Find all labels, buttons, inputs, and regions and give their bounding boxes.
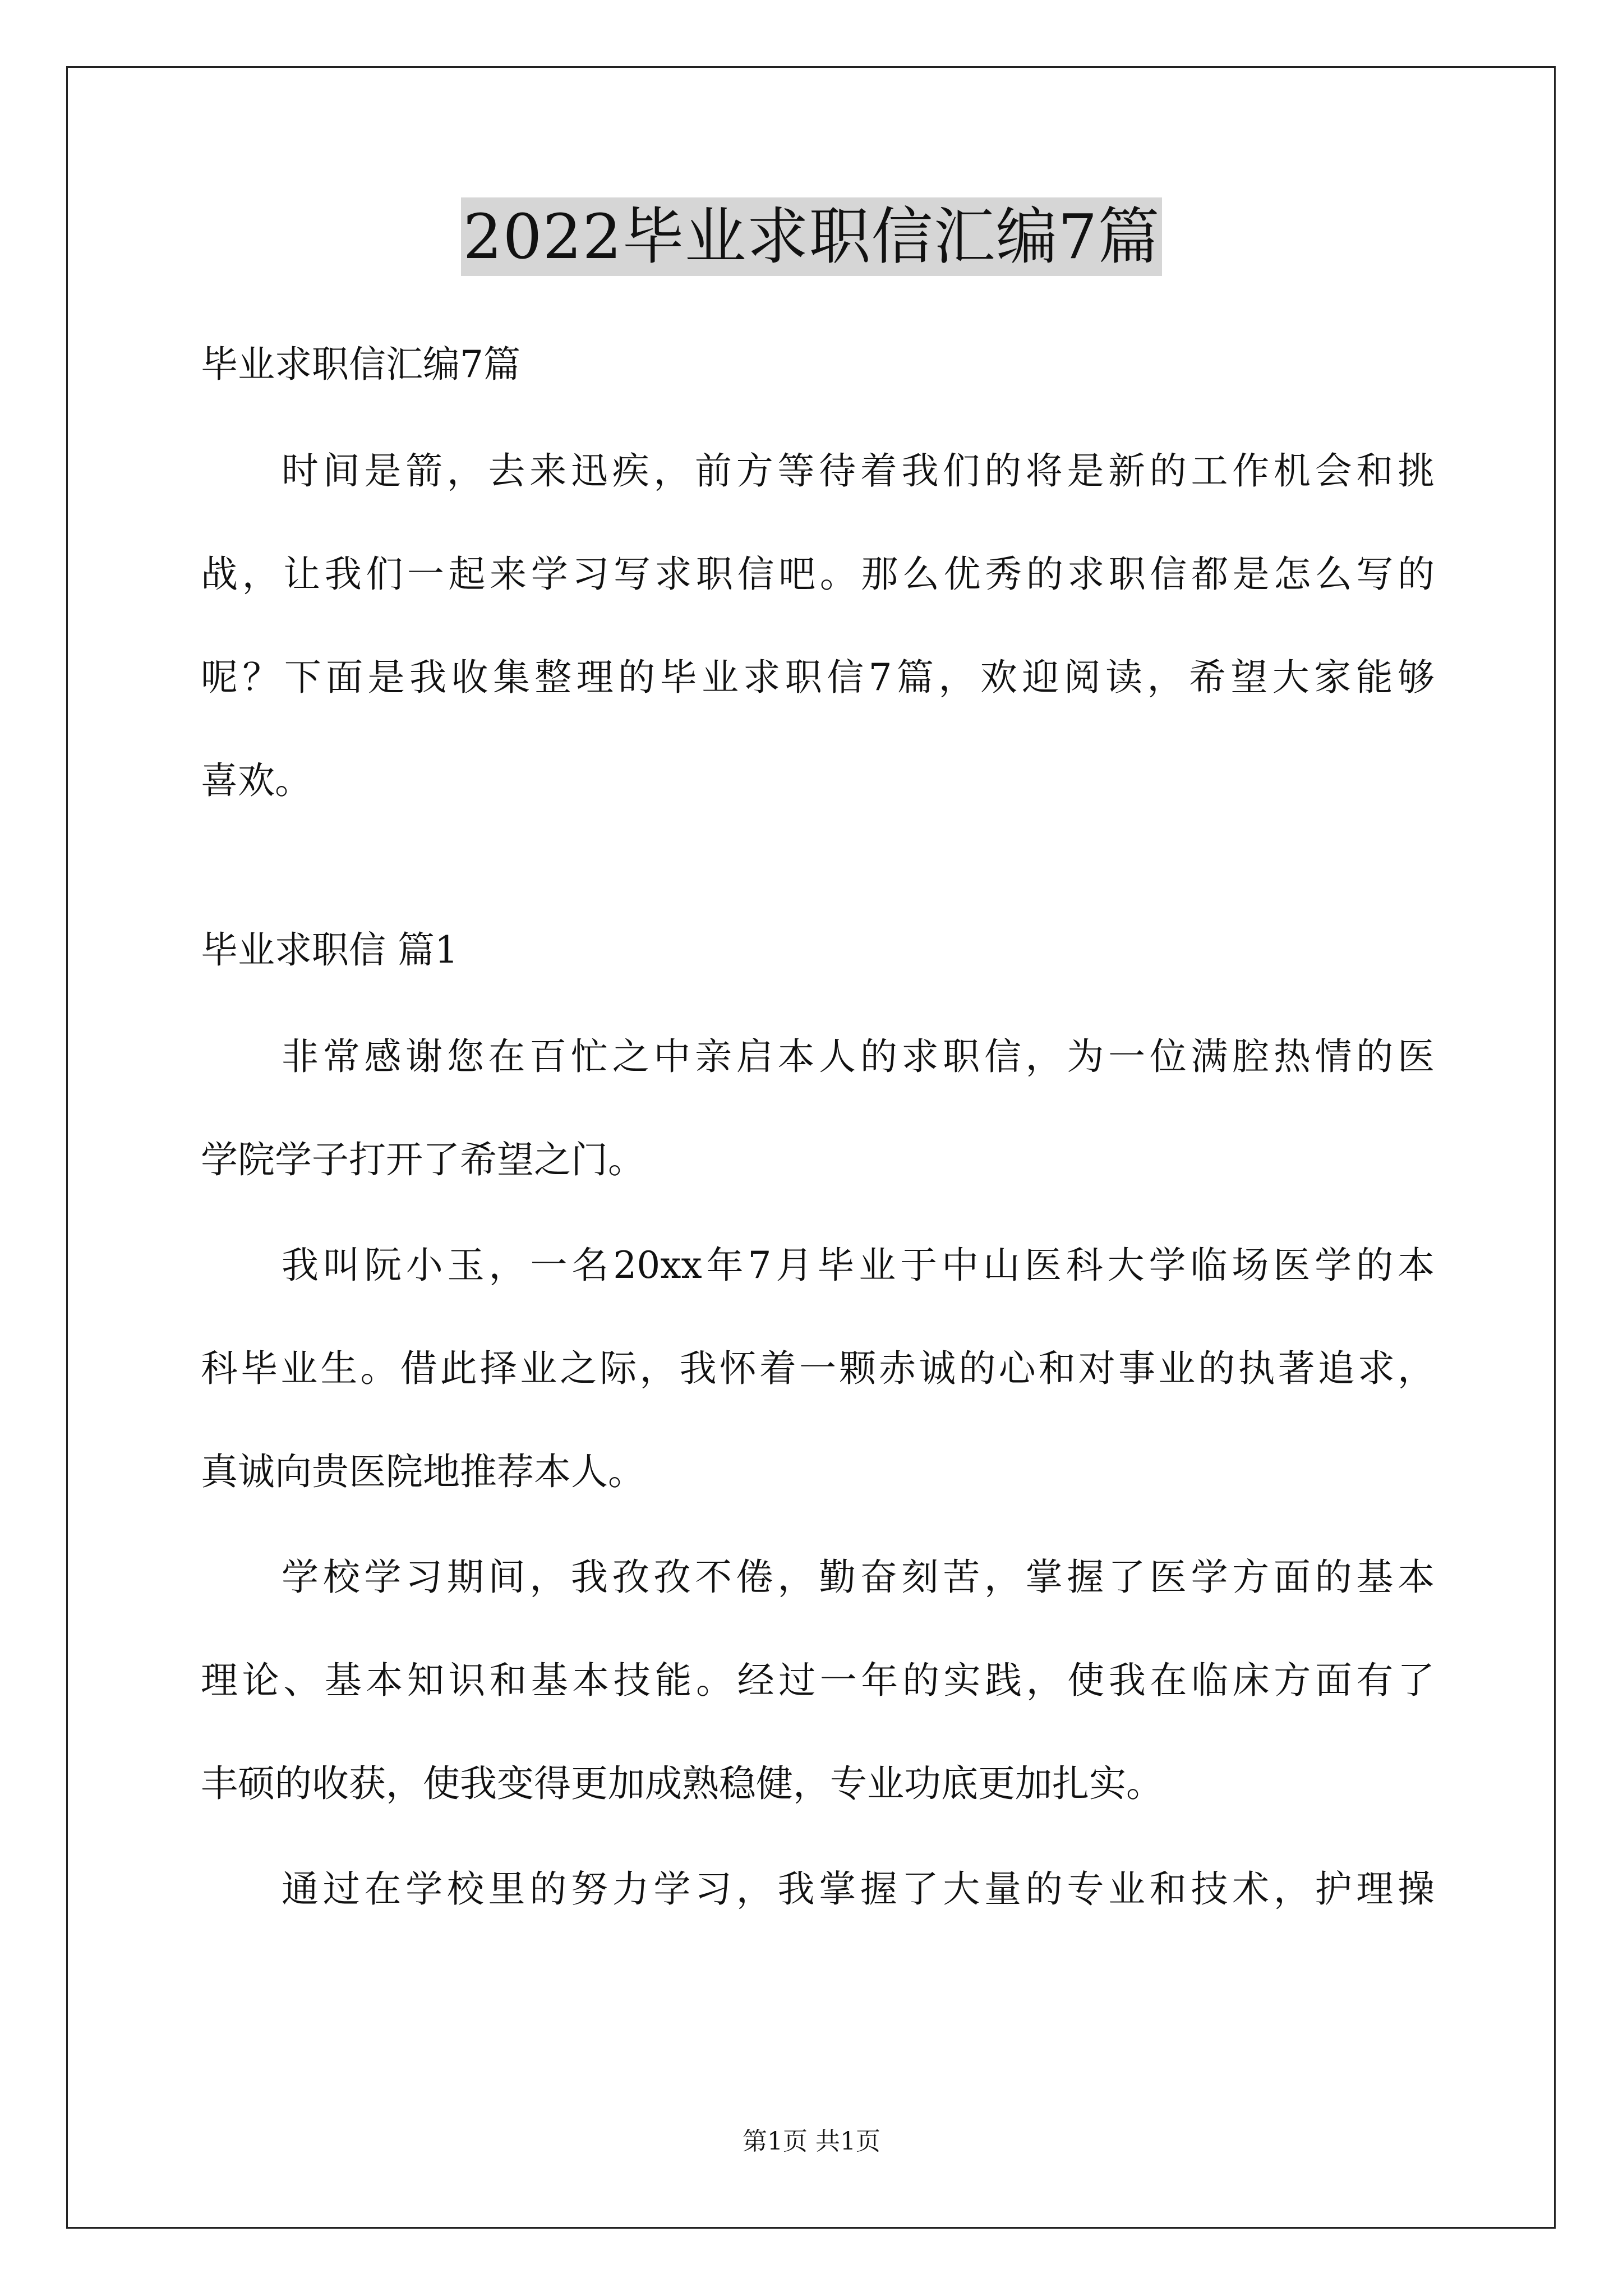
document-title: 2022毕业求职信汇编7篇 (461, 197, 1163, 276)
intro-line: 呢？下面是我收集整理的毕业求职信7篇，欢迎阅读，希望大家能够 (201, 656, 1435, 699)
intro-line: 喜欢。 (201, 759, 312, 802)
title-container (0, 197, 1623, 276)
intro-line: 时间是箭，去来迅疾，前方等待着我们的将是新的工作机会和挑 (282, 449, 1435, 493)
paragraph-line: 科毕业生。借此择业之际，我怀着一颗赤诚的心和对事业的执著追求， (201, 1347, 1435, 1390)
intro-line: 战，让我们一起来学习写求职信吧。那么优秀的求职信都是怎么写的 (201, 553, 1435, 596)
section-heading: 毕业求职信 篇1 (201, 928, 458, 972)
page-footer: 第1页 共1页 (743, 2127, 880, 2156)
paragraph-line: 通过在学校里的努力学习，我掌握了大量的专业和技术，护理操 (282, 1867, 1435, 1911)
document-subtitle: 毕业求职信汇编7篇 (201, 343, 520, 386)
paragraph-line: 真诚向贵医院地推荐本人。 (201, 1450, 645, 1493)
paragraph-line: 学院学子打开了希望之门。 (201, 1138, 645, 1181)
paragraph-line: 学校学习期间，我孜孜不倦，勤奋刻苦，掌握了医学方面的基本 (282, 1556, 1435, 1599)
paragraph-line: 非常感谢您在百忙之中亲启本人的求职信，为一位满腔热情的医 (282, 1035, 1435, 1078)
paragraph-line: 我叫阮小玉，一名20xx年7月毕业于中山医科大学临场医学的本 (282, 1244, 1435, 1287)
paragraph-line: 理论、基本知识和基本技能。经过一年的实践，使我在临床方面有了 (201, 1659, 1435, 1702)
paragraph-line: 丰硕的收获，使我变得更加成熟稳健，专业功底更加扎实。 (201, 1762, 1163, 1805)
